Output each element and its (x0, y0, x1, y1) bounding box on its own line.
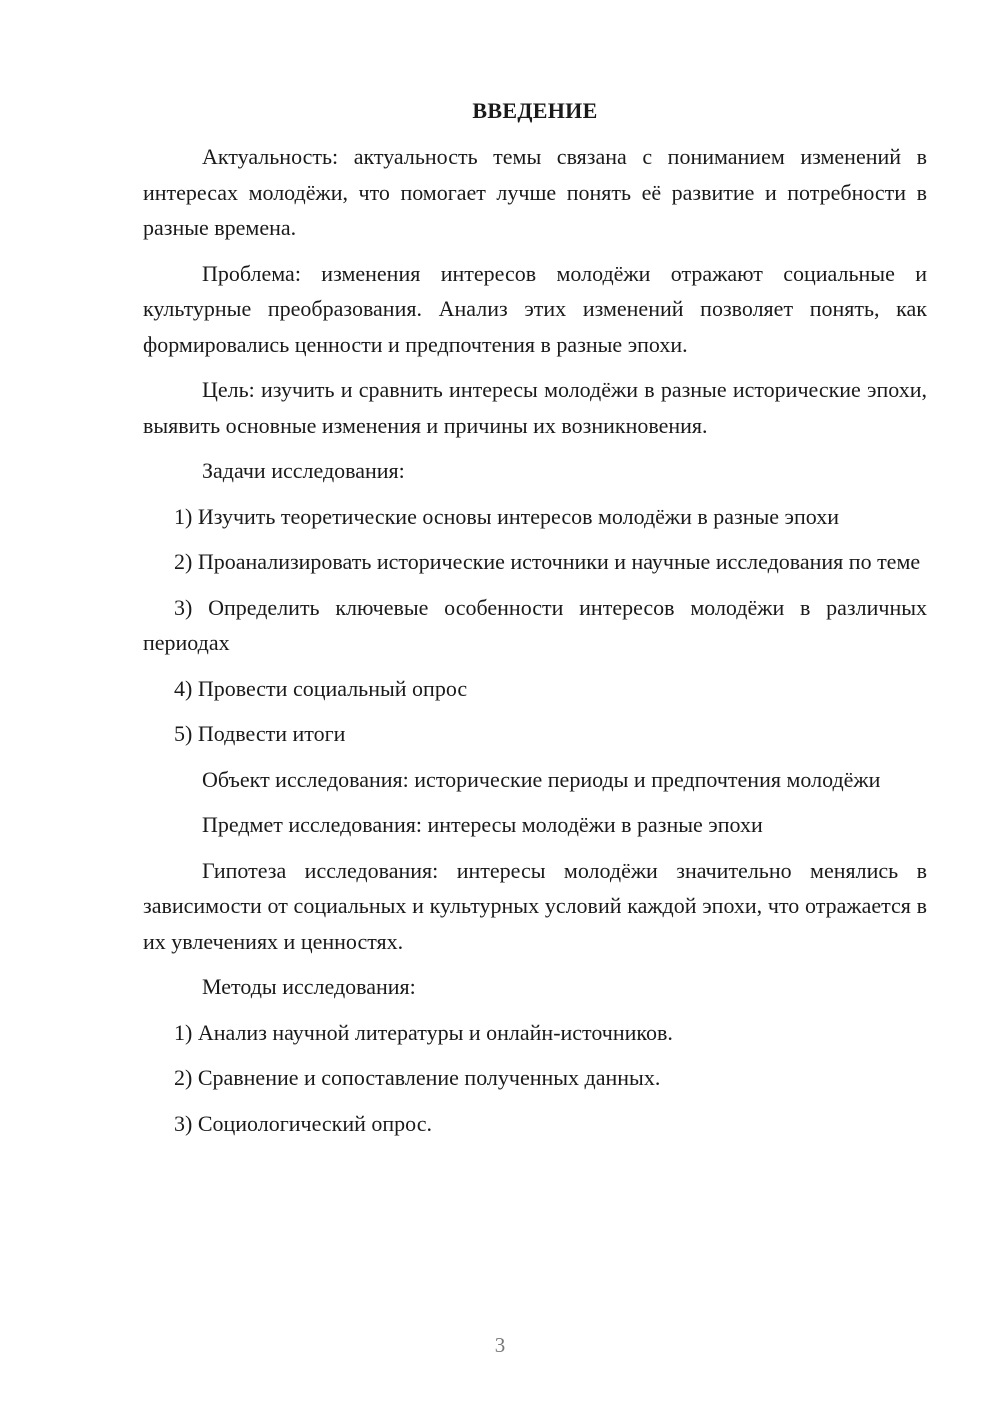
document-page (143, 96, 927, 1151)
method-item-1: 1) Анализ научной литературы и онлайн-источников. (174, 1019, 673, 1045)
method-item-3: 3) Социологический опрос. (174, 1110, 432, 1136)
paragraph-subject: Предмет исследования: интересы молодёжи в разные эпохи (202, 812, 763, 837)
task-item-5: 5) Подвести итоги (174, 721, 346, 746)
task-item-3: 3) Определить ключевые особенности интересов молодёжи в различных периодах (143, 594, 927, 655)
paragraph-goal: Цель: изучить и сравнить интересы молодёжи в разные исторические эпохи, выявить основные изменения и причины их возникновения. (143, 377, 927, 438)
page-number: 3 (494, 1333, 506, 1357)
paragraph-problem: Проблема: изменения интересов молодёжи отражают социальные и культурные преобразования. Анализ этих изменений позволяет понять, как формировались ценности и предпочтения в разные эпохи. (143, 260, 927, 357)
task-item-1: 1) Изучить теоретические основы интересов молодёжи в разные эпохи (174, 503, 839, 529)
paragraph-methods-heading: Методы исследования: (202, 974, 416, 999)
paragraph-object: Объект исследования: исторические периоды и предпочтения молодёжи (202, 766, 881, 792)
task-item-2: 2) Проанализировать исторические источники и научные исследования по теме (174, 549, 921, 574)
paragraph-hypothesis: Гипотеза исследования: интересы молодёжи значительно менялись в зависимости от социальных и культурных условий каждой эпохи, что отражается в их увлечениях и ценностях. (143, 857, 927, 954)
paragraph-relevance: Актуальность: актуальность темы связана с пониманием изменений в интересах молодёжи, что помогает лучше понять её развитие и потребности в разные времена. (143, 144, 927, 240)
task-item-4: 4) Провести социальный опрос (174, 675, 468, 701)
paragraph-tasks-heading: Задачи исследования: (202, 458, 405, 483)
method-item-2: 2) Сравнение и сопоставление полученных данных. (174, 1065, 661, 1090)
section-title: ВВЕДЕНИЕ (472, 98, 598, 123)
